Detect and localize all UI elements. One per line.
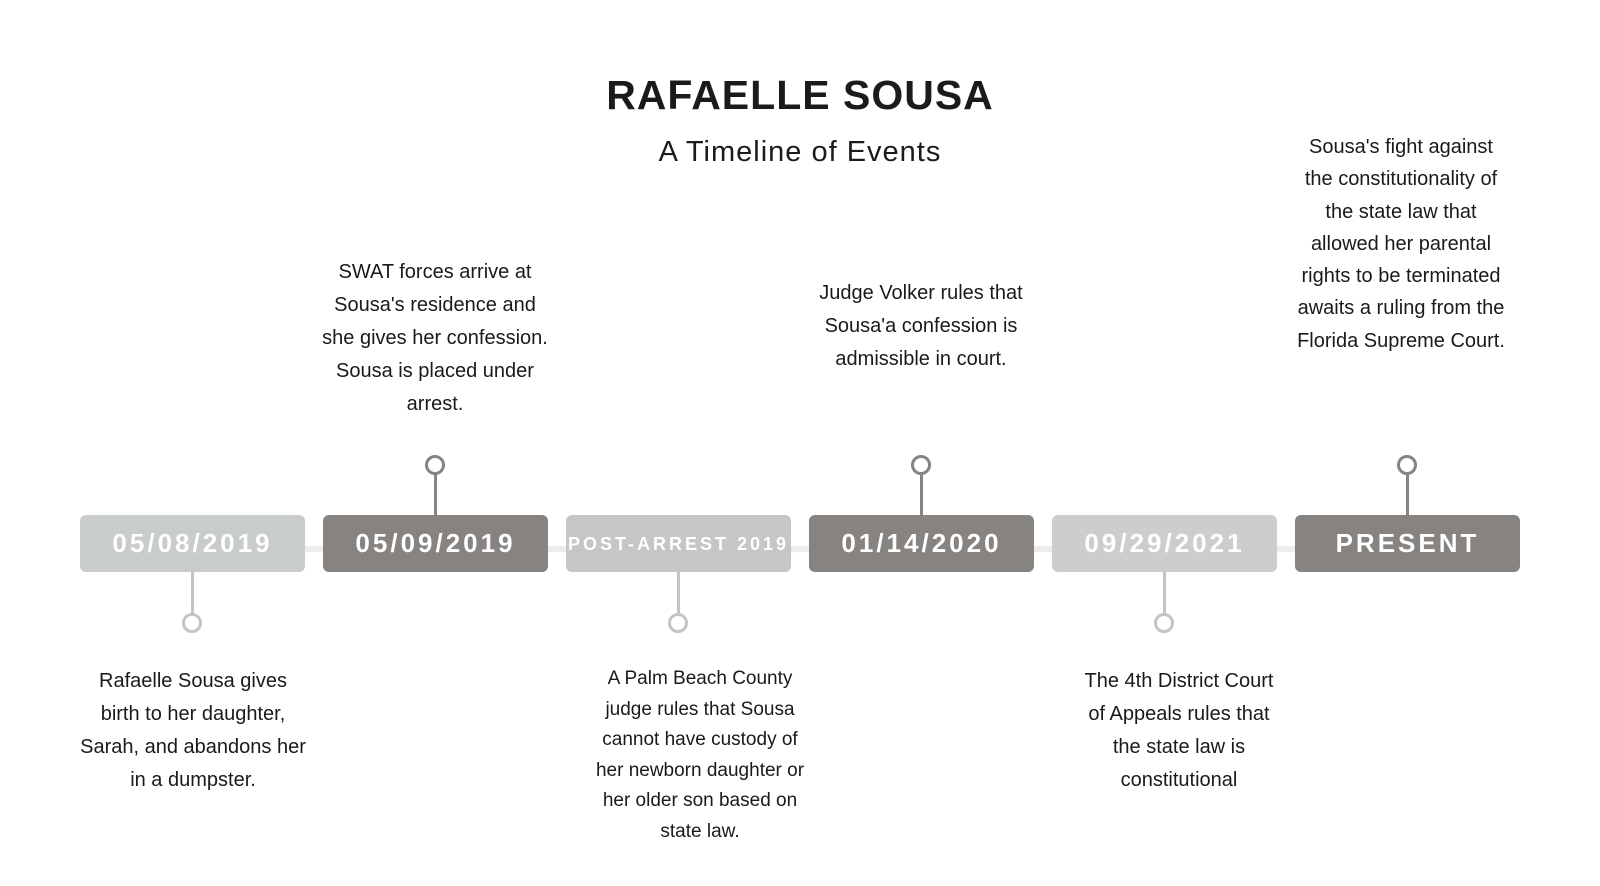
event-description: Judge Volker rules that Sousa'a confession is admissible in court. (819, 282, 1023, 370)
timeline-marker (1154, 613, 1174, 633)
event-description: Rafaelle Sousa gives birth to her daughter, Sarah, and abandons her in a dumpster. (80, 670, 306, 791)
date-box-2020-01-14: 01/14/2020 (809, 515, 1034, 572)
page-title: RAFAELLE SOUSA (606, 72, 994, 118)
timeline-marker (668, 613, 688, 633)
event-description: SWAT forces arrive at Sousa's residence and she gives her confession. Sousa is placed under arrest. (322, 261, 548, 415)
timeline-marker (911, 455, 931, 475)
timeline-marker (1397, 455, 1417, 475)
timeline-marker (182, 613, 202, 633)
connector-line (1406, 472, 1409, 515)
event-description: A Palm Beach County judge rules that Sousa cannot have custody of her newborn daughter or her older son based on state law. (595, 668, 805, 842)
page-subtitle: A Timeline of Events (658, 136, 942, 168)
date-box-post-arrest-2019: POST-ARREST 2019 (566, 515, 791, 572)
date-box-2019-05-08: 05/08/2019 (80, 515, 305, 572)
connector-line (191, 572, 194, 614)
timeline-marker (425, 455, 445, 475)
date-box-2021-09-29: 09/29/2021 (1052, 515, 1277, 572)
date-box-present: PRESENT (1295, 515, 1520, 572)
date-box-2019-05-09: 05/09/2019 (323, 515, 548, 572)
connector-line (434, 472, 437, 515)
connector-line (1163, 572, 1166, 614)
event-description: Sousa's fight against the constitutionality of the state law that allowed her parental rights to be terminated awaits a ruling from the Florida Supreme Court. (1297, 136, 1505, 352)
event-description: The 4th District Court of Appeals rules that the state law is constitutional (1084, 670, 1274, 791)
connector-line (920, 472, 923, 515)
connector-line (677, 572, 680, 614)
